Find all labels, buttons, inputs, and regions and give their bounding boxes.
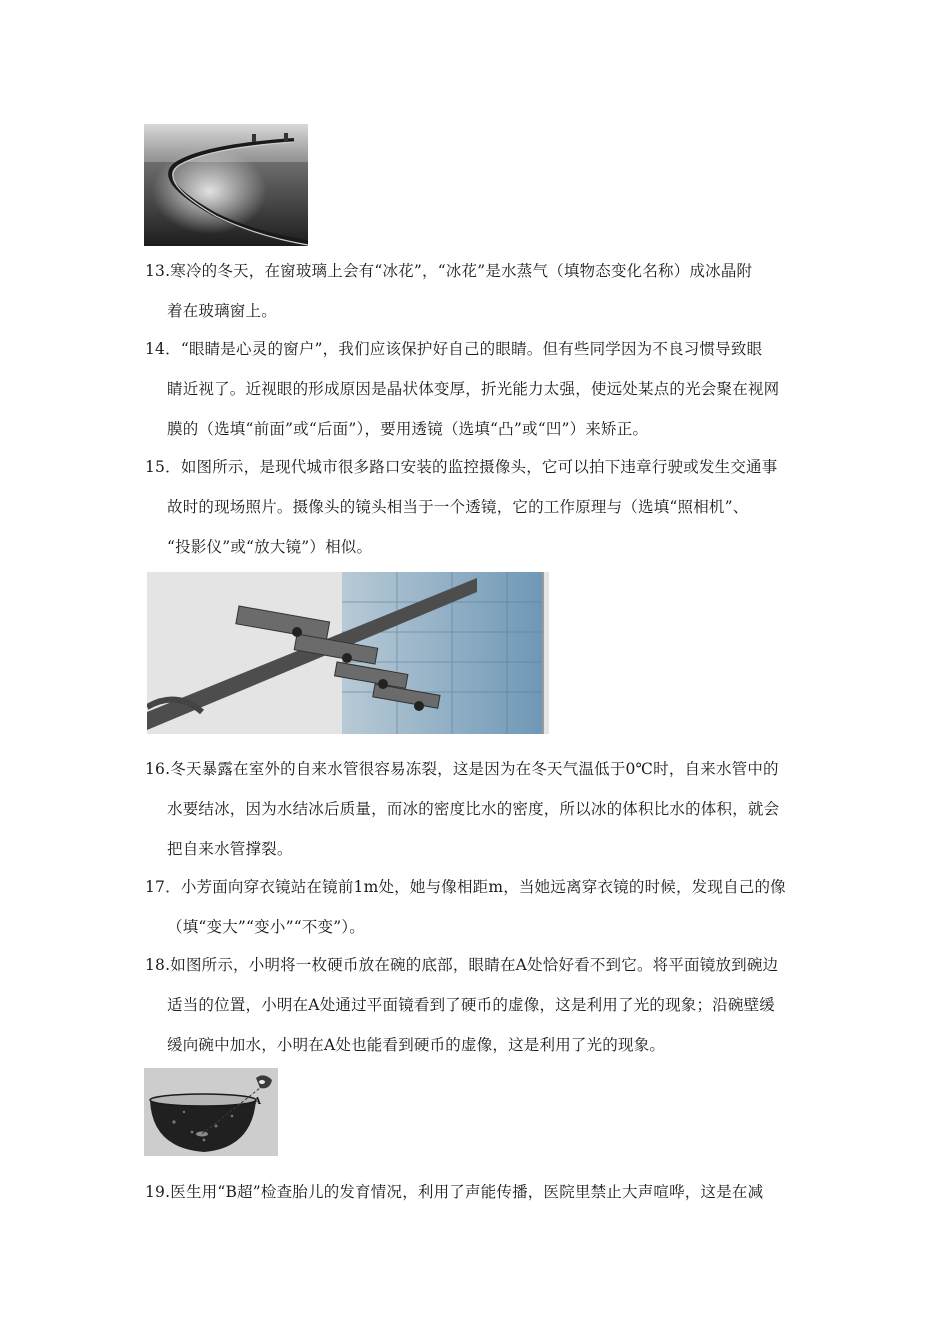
question-14-line-2: 睛近视了。近视眼的形成原因是晶状体变厚，折光能力太强，使远处某点的光会聚在视网 — [167, 380, 780, 398]
question-17-line-1: 17．小芳面向穿衣镜站在镜前1m处，她与像相距m，当她远离穿衣镜的时候，发现自己的像 — [145, 878, 786, 896]
camera-illustration — [147, 572, 549, 734]
bridge-photo — [144, 124, 308, 246]
question-16-line-1: 16.冬天暴露在室外的自来水管很容易冻裂，这是因为在冬天气温低于0℃时，自来水管中的 — [145, 760, 779, 778]
question-16-line-3: 把自来水管撑裂。 — [167, 840, 293, 858]
question-15-line-3: “投影仪”或“放大镜”）相似。 — [167, 538, 373, 556]
question-15-line-1: 15．如图所示，是现代城市很多路口安装的监控摄像头，它可以拍下违章行驶或发生交通事 — [145, 458, 778, 476]
question-13-line-2: 着在玻璃窗上。 — [167, 302, 277, 320]
question-17-line-2: （填“变大”“变小”“不变”）。 — [167, 918, 365, 936]
point-a-label: A — [254, 1097, 261, 1107]
question-18-line-2: 适当的位置，小明在A处通过平面镜看到了硬币的虚像，这是利用了光的现象；沿碗壁缓 — [167, 996, 775, 1014]
question-14-line-1: 14．“眼睛是心灵的窗户”，我们应该保护好自己的眼睛。但有些同学因为不良习惯导致眼 — [145, 340, 763, 358]
bowl-coin-photo — [144, 1068, 278, 1156]
surveillance-camera-photo — [147, 572, 549, 734]
question-15-line-2: 故时的现场照片。摄像头的镜头相当于一个透镜，它的工作原理与（选填“照相机”、 — [167, 498, 749, 516]
bowl-illustration — [144, 1068, 278, 1156]
question-16-line-2: 水要结冰，因为水结冰后质量，而冰的密度比水的密度，所以冰的体积比水的体积，就会 — [167, 800, 780, 818]
question-13-line-1: 13.寒冷的冬天，在窗玻璃上会有“冰花”，“冰花”是水蒸气（填物态变化名称）成冰晶附 — [145, 262, 753, 280]
question-18-line-1: 18.如图所示，小明将一枚硬币放在碗的底部，眼睛在A处恰好看不到它。将平面镜放到碗边 — [145, 956, 779, 974]
question-14-line-3: 膜的（选填“前面”或“后面”），要用透镜（选填“凸”或“凹”）来矫正。 — [167, 420, 649, 438]
question-19-line-1: 19.医生用“B超”检查胎儿的发育情况，利用了声能传播，医院里禁止大声喧哗，这是在减 — [145, 1183, 764, 1201]
bridge-illustration — [144, 124, 308, 246]
question-18-line-3: 缓向碗中加水，小明在A处也能看到硬币的虚像，这是利用了光的现象。 — [167, 1036, 666, 1054]
